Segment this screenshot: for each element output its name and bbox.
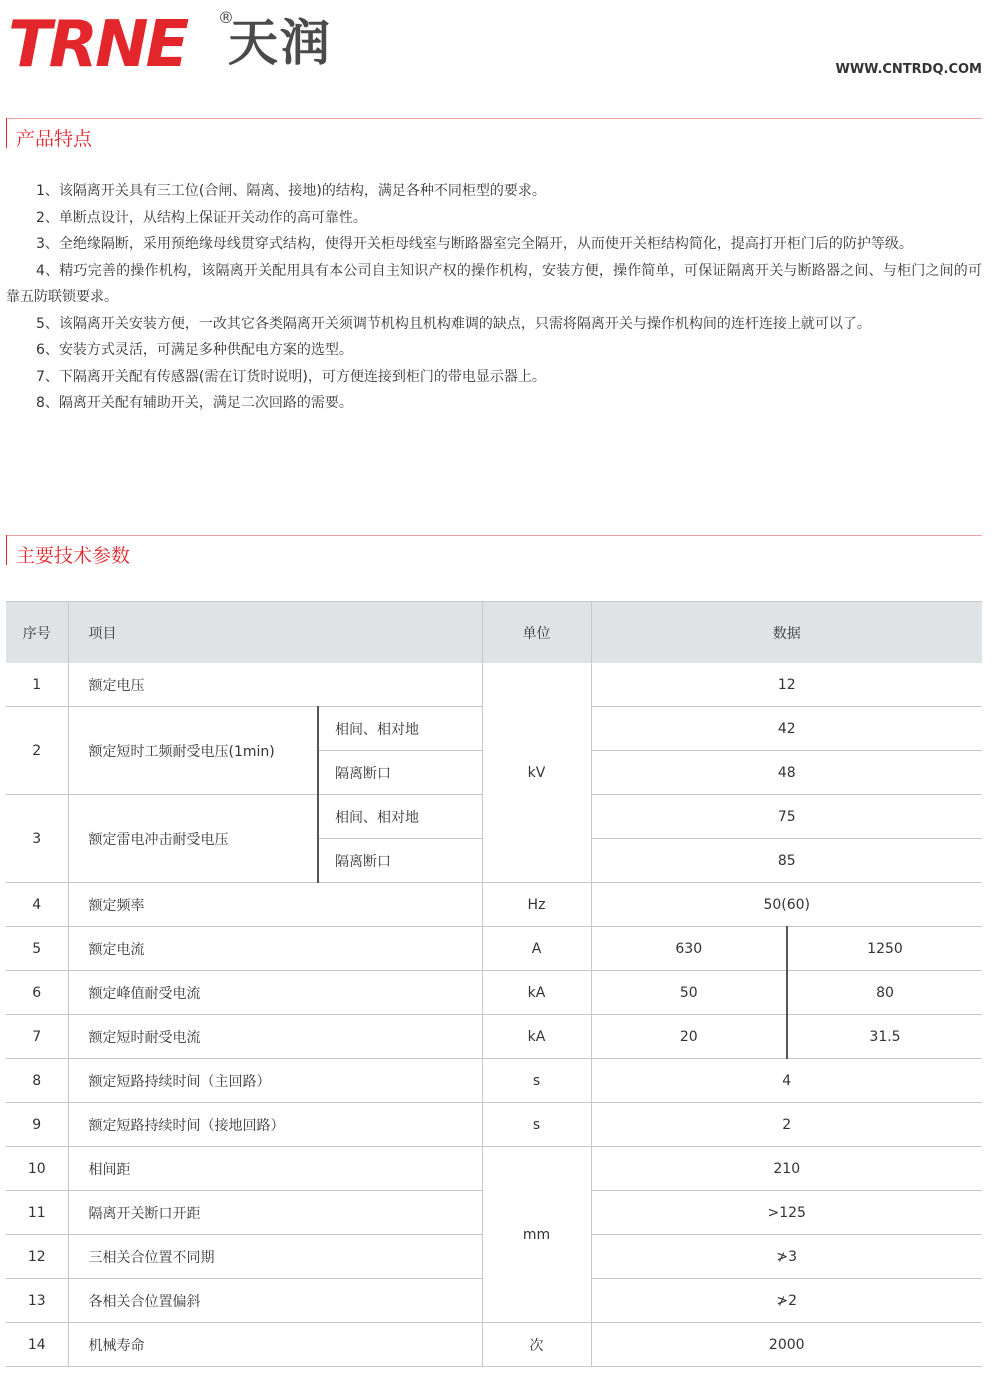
cell-unit: Hz (482, 883, 591, 927)
cell-item: 额定短路持续时间（主回路） (88, 1073, 271, 1090)
cell-no: 13 (6, 1279, 68, 1323)
table-row (6, 927, 982, 971)
brand-logo-cn: 天润 (228, 14, 332, 72)
table-row (6, 883, 982, 927)
table-row (6, 663, 982, 707)
cell-item: 额定短时耐受电流 (88, 1029, 201, 1046)
cell-unit: s (482, 1059, 591, 1103)
table-row (6, 1015, 982, 1059)
cell-no: 9 (6, 1103, 68, 1147)
cell-no: 10 (6, 1147, 68, 1191)
feature-item: 4、精巧完善的操作机构，该隔离开关配用具有本公司自主知识产权的操作机构，安装方便，操作简单，可保证隔离开关与断路器之间、与柜门之间的可靠五防联锁要求。 (6, 262, 982, 305)
cell-unit: 次 (482, 1323, 591, 1367)
cell-item: 相间距 (88, 1161, 131, 1178)
brand-logo (8, 10, 186, 80)
table-header-row (6, 602, 982, 664)
cell-data: 50(60) (763, 896, 811, 913)
cell-no: 5 (6, 927, 68, 971)
cell-item: 机械寿命 (88, 1337, 145, 1354)
section-divider (6, 535, 982, 536)
cell-no: 12 (6, 1235, 68, 1279)
cell-data: 2 (782, 1116, 792, 1133)
cell-item: 额定短路持续时间（接地回路） (88, 1117, 285, 1134)
cell-data: ≯2 (776, 1292, 798, 1309)
feature-item: 1、该隔离开关具有三工位(合闸、隔离、接地)的结构，满足各种不同柜型的要求。 (36, 183, 546, 199)
table-row (6, 1323, 982, 1367)
cell-subitem: 隔离断口 (318, 751, 482, 795)
section-marker (6, 535, 7, 565)
table-row (6, 971, 982, 1015)
cell-item: 隔离开关断口开距 (88, 1205, 201, 1222)
cell-no: 14 (6, 1323, 68, 1367)
feature-item: 7、下隔离开关配有传感器(需在订货时说明)，可方便连接到柜门的带电显示器上。 (36, 368, 546, 385)
cell-data: 75 (777, 808, 796, 825)
feature-item: 6、安装方式灵活，可满足多种供配电方案的选型。 (36, 342, 353, 358)
table-row (6, 1059, 982, 1103)
cell-no: 8 (6, 1059, 68, 1103)
cell-data-b: 80 (876, 984, 894, 1001)
brand-logo-latin: TRNE (8, 8, 187, 82)
feature-item: 5、该隔离开关安装方便，一改其它各类隔离开关须调节机构且机构难调的缺点，只需将隔离开关与操作机构间的连杆连接上就可以了。 (36, 315, 871, 332)
cell-data-b: 31.5 (869, 1028, 901, 1045)
cell-data: 4 (782, 1072, 792, 1089)
cell-no: 7 (6, 1015, 68, 1059)
cell-data-a: 50 (591, 971, 787, 1015)
features-list (6, 178, 982, 417)
cell-data: 12 (777, 676, 796, 693)
cell-item: 额定雷电冲击耐受电压 (88, 831, 229, 848)
cell-no: 3 (6, 795, 68, 883)
cell-data: 2000 (768, 1336, 805, 1353)
header-unit: 单位 (482, 602, 591, 664)
cell-subitem: 隔离断口 (318, 839, 482, 883)
cell-data-a: 630 (591, 927, 787, 971)
feature-item: 2、单断点设计，从结构上保证开关动作的高可靠性。 (36, 209, 367, 226)
header-no: 序号 (6, 602, 68, 664)
features-title: 产品特点 (16, 128, 93, 150)
cell-no: 2 (6, 707, 68, 795)
cell-data: 42 (777, 720, 796, 737)
header-data: 数据 (591, 602, 982, 664)
section-divider (6, 118, 982, 119)
section-marker (6, 118, 7, 148)
cell-item: 三相关合位置不同期 (88, 1249, 215, 1266)
feature-item: 3、全绝缘隔断，采用预绝缘母线贯穿式结构，使得开关柜母线室与断路器室完全隔开，从而使开关柜结构简化，提高打开柜门后的防护等级。 (36, 236, 913, 252)
cell-data: >125 (767, 1204, 806, 1221)
cell-item: 额定短时工频耐受电压(1min) (88, 743, 275, 760)
cell-unit: kV (482, 663, 591, 883)
cell-data: 210 (773, 1160, 801, 1177)
cell-unit: kA (482, 971, 591, 1015)
cell-unit: mm (482, 1147, 591, 1323)
cell-unit: kA (482, 1015, 591, 1059)
cell-unit: A (482, 927, 591, 971)
params-section-header (6, 535, 982, 565)
cell-subitem: 相间、相对地 (318, 707, 482, 751)
cell-data: ≯3 (776, 1248, 798, 1265)
cell-item: 额定电流 (88, 941, 145, 958)
features-section-header (6, 118, 982, 148)
feature-item: 8、隔离开关配有辅助开关，满足二次回路的需要。 (36, 395, 353, 411)
website-url: WWW.CNTRDQ.COM (835, 62, 982, 77)
cell-no: 1 (6, 663, 68, 707)
cell-data: 85 (777, 852, 796, 869)
cell-unit: s (482, 1103, 591, 1147)
cell-data-b: 1250 (867, 940, 903, 957)
cell-item: 额定频率 (88, 897, 145, 914)
cell-item: 各相关合位置偏斜 (88, 1293, 201, 1310)
cell-data-a: 20 (591, 1015, 787, 1059)
cell-data: 48 (777, 764, 796, 781)
params-table (6, 601, 982, 1367)
params-title: 主要技术参数 (16, 545, 131, 567)
cell-no: 6 (6, 971, 68, 1015)
table-row (6, 1103, 982, 1147)
cell-item: 额定峰值耐受电流 (88, 985, 201, 1002)
cell-subitem: 相间、相对地 (318, 795, 482, 839)
registered-mark: ® (218, 8, 234, 27)
table-row (6, 1147, 982, 1191)
cell-no: 4 (6, 883, 68, 927)
header-item: 项目 (68, 602, 482, 664)
cell-item: 额定电压 (88, 677, 145, 694)
cell-no: 11 (6, 1191, 68, 1235)
